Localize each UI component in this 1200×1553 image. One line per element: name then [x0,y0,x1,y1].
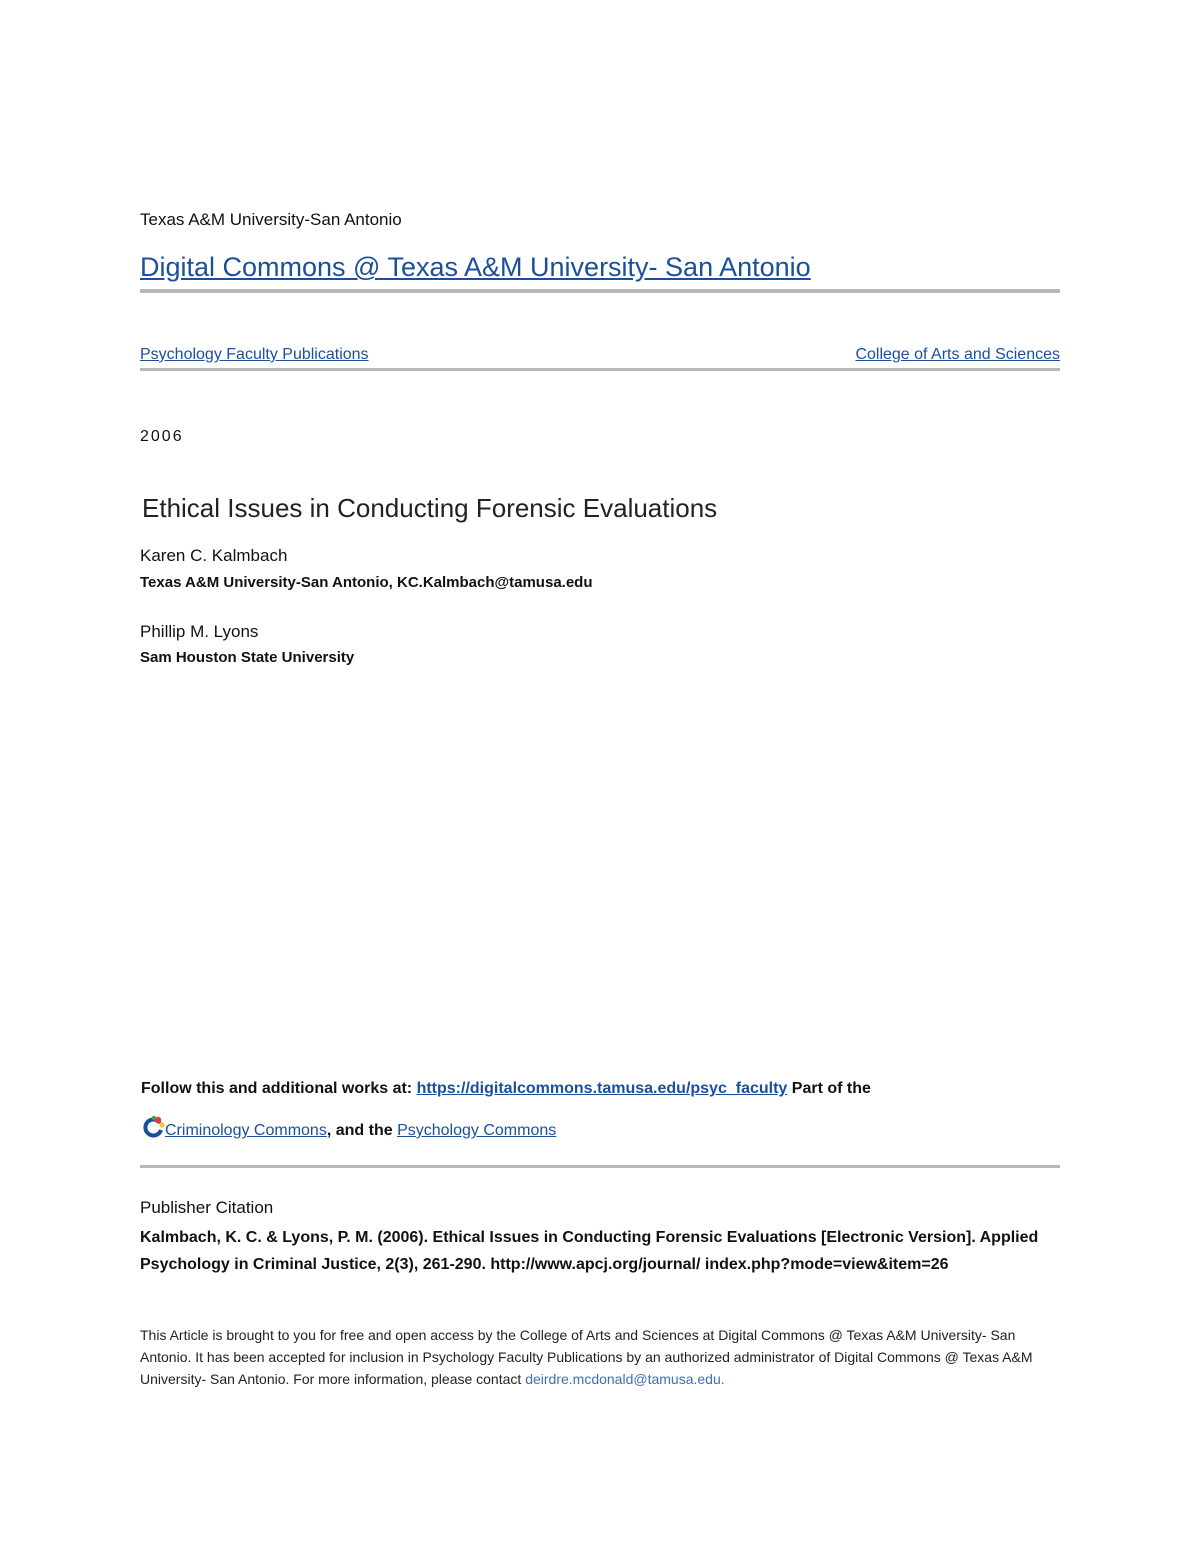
publication-year: 2006 [140,428,184,445]
institution-name: Texas A&M University-San Antonio [140,210,402,229]
follow-line [141,1080,871,1098]
follow-suffix: Part of the [787,1080,871,1097]
college-link[interactable]: College of Arts and Sciences [855,346,1060,363]
access-notice-text: This Article is brought to you for free and open access by the College of Arts and Sciences at Digital Commons @ Texas A&M University- San Antonio. It has been accepted for inclusion in Psychology Faculty Publications by an authorized administrator of Digital Commons @ Texas A&M University- San Antonio. For more information, please contact [140,1327,1033,1387]
publisher-citation-heading: Publisher Citation [140,1198,274,1217]
commons-joiner: , and the [326,1122,398,1139]
collection-url-link[interactable]: https://digitalcommons.tamusa.edu/psyc_faculty [416,1080,788,1097]
psychology-commons-link[interactable]: Psychology Commons [397,1122,557,1139]
publisher-citation-text: Kalmbach, K. C. & Lyons, P. M. (2006). Ethical Issues in Conducting Forensic Evaluations [Electronic Version]. Applied Psychology in Criminal Justice, 2(3), 261-290. http://www.apcj.org/journal/ index.php?mode=view&item=26 [140,1229,1039,1273]
series-divider [140,368,1060,371]
author-affiliation-1: Texas A&M University-San Antonio, KC.Kalmbach@tamusa.edu [140,574,593,591]
series-link[interactable]: Psychology Faculty Publications [140,346,369,363]
repository-link[interactable]: Digital Commons @ Texas A&M University- San Antonio [140,252,811,282]
commons-line [141,1115,556,1140]
author-name-2: Phillip M. Lyons [140,622,259,641]
follow-prefix: Follow this and additional works at: [141,1080,417,1097]
contact-email-link[interactable]: deirdre.mcdonald@tamusa.edu. [525,1371,725,1387]
article-title: Ethical Issues in Conducting Forensic Evaluations [142,493,718,523]
author-affiliation-2: Sam Houston State University [140,649,355,666]
network-commons-icon [141,1115,165,1139]
commons-divider [140,1165,1060,1168]
header-divider [140,289,1060,293]
criminology-commons-link[interactable]: Criminology Commons [165,1122,327,1139]
access-notice [140,1324,1060,1390]
author-name-1: Karen C. Kalmbach [140,546,288,565]
